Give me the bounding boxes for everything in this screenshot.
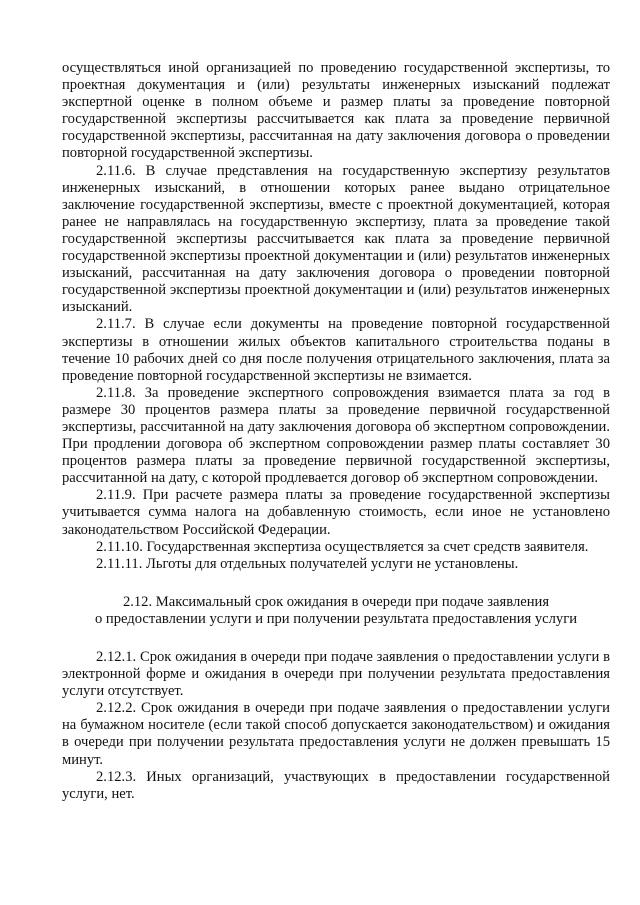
- paragraph-2-11-6: 2.11.6. В случае представления на государственную экспертизу результатов инженерных изысканий, в отношении которых ранее выдано отрицательное заключение государственной экспертизы, вместе с проектной документацией, которая ранее не направлялась на государственную экспертизу, плата за проведение такой государственной экспертизы рассчитывается как плата за проведение первичной государственной экспертизы проектной документации и (или) результатов инженерных изысканий, рассчитанная на дату заключения договора о проведении повторной государственной экспертизы проектной документации и (или) результатов инженерных изысканий.: [62, 162, 610, 316]
- document-page: [62, 60, 610, 803]
- paragraph-2-11-8: 2.11.8. За проведение экспертного сопровождения взимается плата за год в размере 30 процентов размера платы за проведение первичной государственной экспертизы, рассчитанной на дату заключения договора об экспертном сопровождении. При продлении договора об экспертном сопровождении размер платы составляет 30 процентов размера платы за проведение первичной государственной экспертизы, рассчитанной на дату, с которой продлевается договор об экспертном сопровождении.: [62, 384, 610, 487]
- section-spacer: [62, 573, 610, 594]
- paragraph-2-12-2: 2.12.2. Срок ожидания в очереди при подаче заявления о предоставлении услуги на бумажном носителе (если такой способ допускается законодательством) и ожидания в очереди при получении результата предоставления услуги не должен превышать 15 минут.: [62, 700, 610, 768]
- section-heading-line-2: о предоставлении услуги и при получении результата предоставления услуги: [94, 610, 578, 627]
- section-heading-line-1: 2.12. Максимальный срок ожидания в очереди при подаче заявления: [122, 593, 550, 610]
- paragraph-2-12-1: 2.12.1. Срок ожидания в очереди при подаче заявления о предоставлении услуги в электронной форме и ожидания в очереди при получении результата предоставления услуги отсутствует.: [62, 649, 610, 700]
- section-spacer: [62, 628, 610, 649]
- paragraph-2-11-9: 2.11.9. При расчете размера платы за проведение государственной экспертизы учитывается сумма налога на добавленную стоимость, если иное не установлено законодательством Российской Федерации.: [62, 487, 610, 538]
- paragraph-2-11-7: 2.11.7. В случае если документы на проведение повторной государственной экспертизы в отношении жилых объектов капитального строительства поданы в течение 10 рабочих дней со дня после получения отрицательного заключения, плата за проведение повторной государственной экспертизы не взимается.: [62, 316, 610, 384]
- paragraph-2-11-10: 2.11.10. Государственная экспертиза осуществляется за счет средств заявителя.: [96, 538, 589, 555]
- section-heading-2-12: [62, 594, 610, 628]
- paragraph-2-12-3: 2.12.3. Иных организаций, участвующих в предоставлении государственной услуги, нет.: [62, 768, 610, 802]
- paragraph-2-11-5-continuation: осуществляться иной организацией по проведению государственной экспертизы, то проектная документация и (или) результаты инженерных изысканий подлежат экспертной оценке в полном объеме и размер платы за проведение повторной государственной экспертизы рассчитывается как плата за проведение первичной государственной экспертизы, рассчитанная на дату заключения договора о проведении повторной государственной экспертизы.: [62, 60, 610, 162]
- paragraph-2-11-11: 2.11.11. Льготы для отдельных получателей услуги не установлены.: [96, 555, 519, 572]
